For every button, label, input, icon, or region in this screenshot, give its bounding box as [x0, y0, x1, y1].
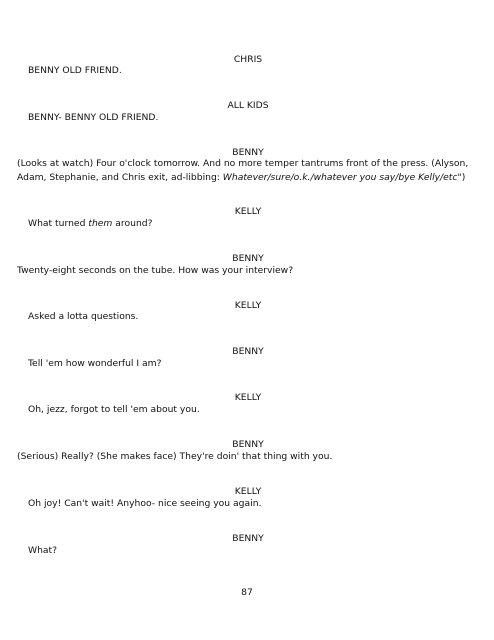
dialogue-line: Oh joy! Can't wait! Anyhoo- nice seeing you again. [28, 498, 262, 509]
speaker-name: KELLY [234, 300, 262, 311]
dialogue-line: (Serious) Really? (She makes face) They're doin' that thing with you. [17, 451, 333, 462]
speaker-name: KELLY [234, 486, 262, 497]
page-number: 87 [241, 587, 253, 598]
speaker-name: BENNY [232, 147, 264, 158]
speaker-name: BENNY [232, 253, 264, 264]
dialogue-line: What turned them around? [28, 218, 153, 229]
dialogue-line: BENNY OLD FRIEND. [28, 65, 122, 76]
dialogue-line: What? [28, 545, 58, 556]
speaker-name: KELLY [234, 206, 262, 217]
dialogue-line: BENNY- BENNY OLD FRIEND. [28, 112, 159, 123]
speaker-name: CHRIS [233, 54, 263, 65]
dialogue-line: Twenty-eight seconds on the tube. How was your interview? [17, 265, 294, 276]
speaker-name: BENNY [232, 439, 264, 450]
speaker-name: KELLY [234, 392, 262, 403]
speaker-name: BENNY [232, 533, 264, 544]
dialogue-line: Asked a lotta questions. [28, 311, 139, 322]
dialogue-line: Tell 'em how wonderful I am? [28, 358, 162, 369]
speaker-name: BENNY [232, 346, 264, 357]
dialogue-line: Oh, jezz, forgot to tell 'em about you. [28, 404, 200, 415]
dialogue-line: (Looks at watch) Four o'clock tomorrow. And no more temper tantrums front of the press. (Alyson, Adam, Stephanie, and Chris exit, ad-libbing: Whatever/sure/o.k./whatever you say/bye Kelly/etc") [17, 158, 469, 183]
speaker-name: ALL KIDS [227, 100, 269, 111]
